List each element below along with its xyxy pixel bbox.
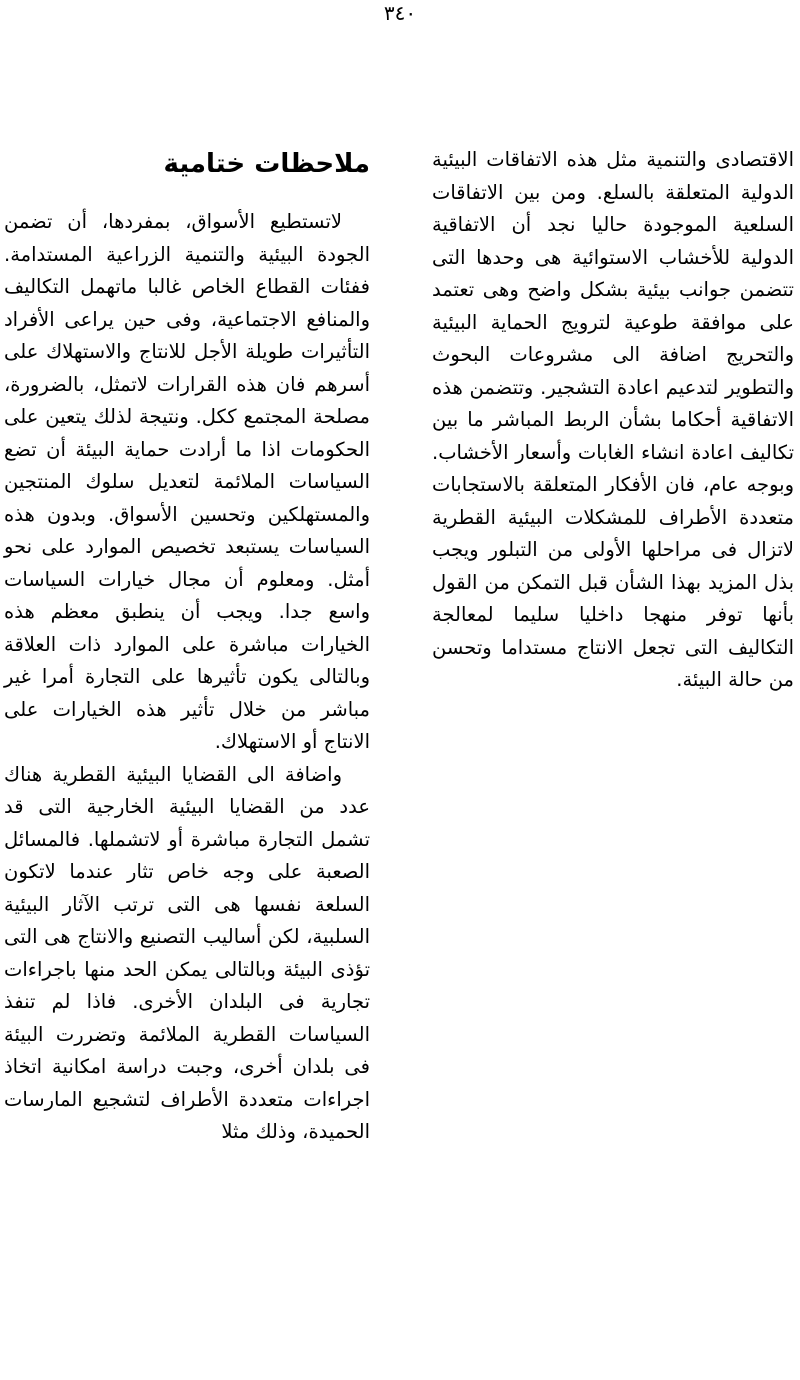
- right-column: [432, 144, 794, 697]
- left-column-paragraph-2: واضافة الى القضايا البيئية القطرية هناك عدد من القضايا البيئية الخارجية التى قد تشمل التجارة مباشرة أو لاتشملها. فالمسائل الصعبة على وجه خاص تثار عندما لاتكون السلعة نفسها هى التى ترتب الآثار البيئية السلبية، لكن أساليب التصنيع والانتاج هى التى تؤذى البيئة وبالتالى يمكن الحد منها باجراءات تجارية فى البلدان الأخرى. فاذا لم تنفذ السياسات القطرية الملائمة وتضررت البيئة فى بلدان أخرى، وجبت دراسة امكانية اتخاذ اجراءات متعددة الأطراف لتشجيع المارسات الحميدة، وذلك مثلا: [4, 762, 370, 1143]
- left-column-paragraph-1: لاتستطيع الأسواق، بمفردها، أن تضمن الجودة البيئية والتنمية الزراعية المستدامة. ففئات القطاع الخاص غالبا ماتهمل التكاليف والمنافع الاجتماعية، وفى حين يراعى الأفراد التأثيرات طويلة الأجل للانتاج والاستهلاك على أسرهم فان هذه القرارات لاتمثل، بالضرورة، مصلحة المجتمع ككل. ونتيجة لذلك يتعين على الحكومات اذا ما أرادت حماية البيئة أن تضع السياسات الملائمة لتعديل سلوك المنتجين والمستهلكين وتحسين الأسواق. وبدون هذه السياسات يستبعد تخصيص الموارد على نحو أمثل. ومعلوم أن مجال خيارات السياسات واسع جدا. ويجب أن ينطبق معظم هذه الخيارات مباشرة على الموارد ذات العلاقة وبالتالى يكون تأثيرها على التجارة أمرا غير مباشر من خلال تأثير هذه الخيارات على الانتاج أو الاستهلاك.: [4, 210, 370, 753]
- right-column-paragraph: الاقتصادى والتنمية مثل هذه الاتفاقات البيئية الدولية المتعلقة بالسلع. ومن بين الاتفاقات السلعية الموجودة حاليا نجد أن الاتفاقية الدولية للأخشاب الاستوائية هى وحدها التى تتضمن جوانب بيئية بشكل واضح وهى تعتمد على موافقة طوعية لترويج الحماية البيئية والتحريج اضافة الى مشروعات البحوث والتطوير لتدعيم اعادة التشجير. وتتضمن هذه الاتفاقية أحكاما بشأن الربط المباشر ما بين تكاليف اعادة انشاء الغابات وأسعار الأخشاب. وبوجه عام، فان الأفكار المتعلقة بالاستجابات متعددة الأطراف للمشكلات البيئية القطرية لاتزال فى مراحلها الأولى من التبلور ويجب بذل المزيد بهذا الشأن قبل التمكن من القول بأنها توفر منهجا داخليا سليما لمعالجة التكاليف التى تجعل الانتاج مستداما وتحسن من حالة البيئة.: [432, 148, 794, 691]
- left-column: [4, 144, 370, 1149]
- section-heading: ملاحظات ختامية: [163, 149, 370, 179]
- page-number: ٣٤٠: [383, 1, 417, 25]
